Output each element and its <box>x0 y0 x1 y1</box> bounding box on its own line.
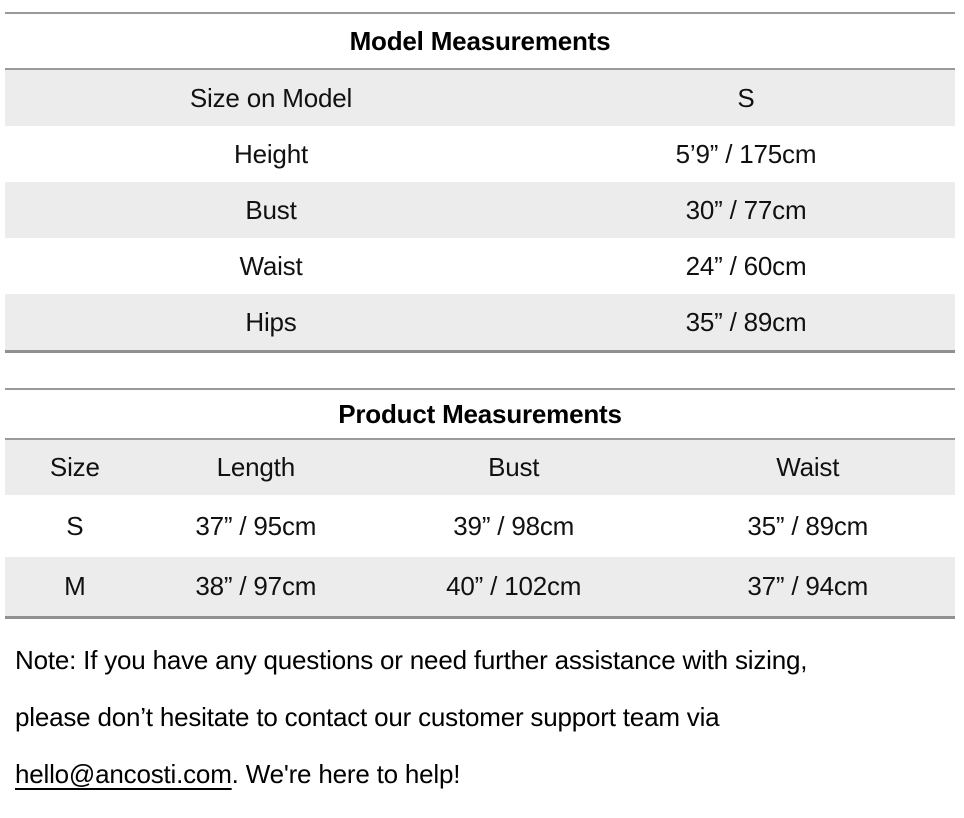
model-row-label: Size on Model <box>189 82 353 113</box>
product-cell-length: 38” / 97cm <box>195 571 317 601</box>
model-row-label: Hips <box>245 306 297 337</box>
sizing-note <box>15 632 955 803</box>
column-header-waist: Waist <box>776 452 840 482</box>
product-cell-size: S <box>66 510 84 541</box>
model-row-label: Waist <box>239 250 303 281</box>
table-row <box>5 238 955 294</box>
model-row-value: 5’9” / 175cm <box>675 138 817 169</box>
note-line-3-suffix: . We're here to help! <box>231 759 461 789</box>
table-row <box>5 495 955 557</box>
model-row-label: Bust <box>245 194 297 225</box>
product-cell-size: M <box>64 571 86 601</box>
table-spacer <box>5 353 955 388</box>
model-table-title: Model Measurements <box>5 14 955 70</box>
column-header-size: Size <box>49 452 100 482</box>
table-row <box>5 557 955 616</box>
model-row-label: Height <box>234 138 308 169</box>
product-table-header-row <box>5 440 955 495</box>
model-row-value: 35” / 89cm <box>685 306 807 337</box>
model-row-value: 30” / 77cm <box>685 194 807 225</box>
product-cell-length: 37” / 95cm <box>195 510 317 541</box>
table-row <box>5 294 955 350</box>
table-row <box>5 126 955 182</box>
table-row <box>5 70 955 126</box>
note-line-1: Note: If you have any questions or need further assistance with sizing, <box>15 645 808 675</box>
product-cell-waist: 35” / 89cm <box>747 510 869 541</box>
column-header-length: Length <box>216 452 295 482</box>
product-cell-bust: 39” / 98cm <box>453 510 575 541</box>
note-line-2: please don’t hesitate to contact our customer support team via <box>15 702 720 732</box>
product-table-title: Product Measurements <box>5 390 955 440</box>
product-cell-bust: 40” / 102cm <box>446 571 582 601</box>
table-row <box>5 182 955 238</box>
model-measurements-table <box>5 12 955 353</box>
note-line-3 <box>15 746 955 803</box>
product-measurements-table <box>5 388 955 619</box>
product-cell-waist: 37” / 94cm <box>747 571 869 601</box>
model-row-value: 24” / 60cm <box>685 250 807 281</box>
model-row-value: S <box>737 82 755 113</box>
support-email-link[interactable]: hello@ancosti.com <box>15 759 232 789</box>
column-header-bust: Bust <box>488 452 540 482</box>
